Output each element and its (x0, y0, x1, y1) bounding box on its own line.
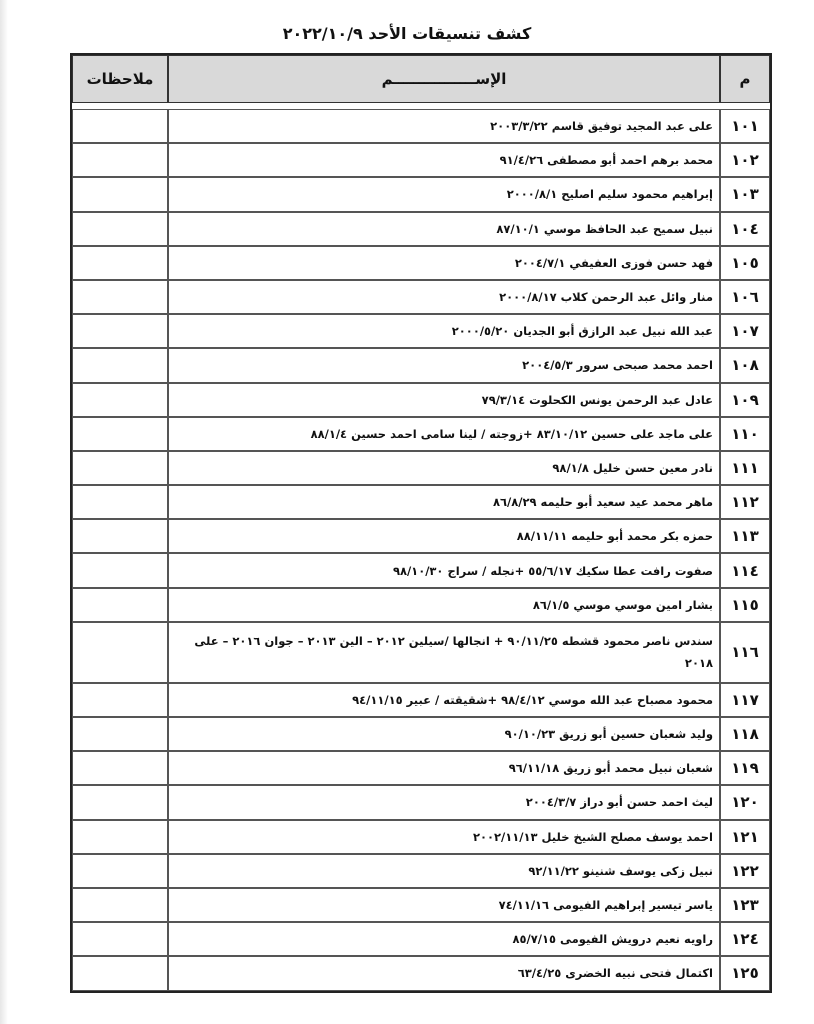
row-notes (72, 485, 168, 519)
row-notes (72, 751, 168, 785)
row-notes (72, 519, 168, 553)
row-number: ١٢٢ (720, 854, 770, 888)
table-row (72, 622, 770, 683)
row-notes (72, 956, 168, 990)
row-number: ١١٧ (720, 683, 770, 717)
header-number: م (720, 55, 770, 103)
table-row (72, 109, 770, 143)
row-notes (72, 888, 168, 922)
row-number: ١٠٢ (720, 143, 770, 177)
row-name: احمد محمد صبحى سرور ٢٠٠٤/٥/٣ (168, 348, 720, 382)
row-notes (72, 109, 168, 143)
table-row (72, 383, 770, 417)
row-notes (72, 280, 168, 314)
table-row (72, 785, 770, 819)
row-notes (72, 553, 168, 587)
row-number: ١١٠ (720, 417, 770, 451)
row-name: احمد يوسف مصلح الشيخ خليل ٢٠٠٢/١١/١٣ (168, 820, 720, 854)
row-name: نادر معين حسن خليل ٩٨/١/٨ (168, 451, 720, 485)
row-notes (72, 451, 168, 485)
table-header-row (72, 55, 770, 103)
page-edge-shadow (0, 0, 8, 1024)
row-number: ١٠٨ (720, 348, 770, 382)
row-name: عادل عبد الرحمن يونس الكحلوت ٧٩/٣/١٤ (168, 383, 720, 417)
roster-table-frame (70, 53, 772, 993)
table-row (72, 717, 770, 751)
row-notes (72, 143, 168, 177)
row-notes (72, 854, 168, 888)
row-name: ليث احمد حسن أبو دراز ٢٠٠٤/٣/٧ (168, 785, 720, 819)
row-number: ١١٣ (720, 519, 770, 553)
table-row (72, 553, 770, 587)
table-row (72, 683, 770, 717)
row-number: ١١٩ (720, 751, 770, 785)
row-number: ١٢٣ (720, 888, 770, 922)
table-row (72, 314, 770, 348)
row-number: ١١١ (720, 451, 770, 485)
row-notes (72, 683, 168, 717)
row-name: سندس ناصر محمود قشطه ٩٠/١١/٢٥ + انجالها /سيلين ٢٠١٢ – الين ٢٠١٣ – جوان ٢٠١٦ – على ٢٠١٨ (168, 622, 720, 683)
row-name: ماهر محمد عيد سعيد أبو حليمه ٨٦/٨/٢٩ (168, 485, 720, 519)
table-row (72, 519, 770, 553)
row-notes (72, 717, 168, 751)
table-row (72, 143, 770, 177)
row-notes (72, 314, 168, 348)
row-notes (72, 348, 168, 382)
row-number: ١٠٤ (720, 212, 770, 246)
row-name: ياسر تيسير إبراهيم الفيومى ٧٤/١١/١٦ (168, 888, 720, 922)
table-row (72, 854, 770, 888)
row-number: ١١٨ (720, 717, 770, 751)
row-name: راويه نعيم درويش الفيومى ٨٥/٧/١٥ (168, 922, 720, 956)
table-row (72, 956, 770, 990)
row-notes (72, 246, 168, 280)
row-number: ١٢٤ (720, 922, 770, 956)
row-name: على عبد المجيد توفيق قاسم ٢٠٠٣/٣/٢٢ (168, 109, 720, 143)
row-name: محمود مصباح عبد الله موسي ٩٨/٤/١٢ +شقيقته / عبير ٩٤/١١/١٥ (168, 683, 720, 717)
table-row (72, 451, 770, 485)
row-number: ١١٤ (720, 553, 770, 587)
document-title: كشف تنسيقات الأحد ٢٠٢٢/١٠/٩ (282, 24, 532, 43)
table-row (72, 246, 770, 280)
row-number: ١٢٥ (720, 956, 770, 990)
row-number: ١١٦ (720, 622, 770, 683)
row-notes (72, 820, 168, 854)
row-notes (72, 922, 168, 956)
row-name: عبد الله نبيل عبد الرازق أبو الجديان ٢٠٠٠/٥/٢٠ (168, 314, 720, 348)
roster-table (72, 55, 770, 991)
row-name: شعبان نبيل محمد أبو زريق ٩٦/١١/١٨ (168, 751, 720, 785)
table-row (72, 588, 770, 622)
row-notes (72, 417, 168, 451)
row-notes (72, 177, 168, 211)
row-number: ١١٢ (720, 485, 770, 519)
table-row (72, 212, 770, 246)
row-number: ١١٥ (720, 588, 770, 622)
table-row (72, 820, 770, 854)
row-number: ١٠٧ (720, 314, 770, 348)
row-number: ١٠٩ (720, 383, 770, 417)
table-row (72, 485, 770, 519)
table-row (72, 922, 770, 956)
row-notes (72, 383, 168, 417)
row-name: بشار امين موسي موسي ٨٦/١/٥ (168, 588, 720, 622)
header-name: الإســــــــــــــــم (168, 55, 720, 103)
row-number: ١٠٥ (720, 246, 770, 280)
row-number: ١٠١ (720, 109, 770, 143)
row-name: صفوت رافت عطا سكيك ٥٥/٦/١٧ +نجله / سراج ٩٨/١٠/٣٠ (168, 553, 720, 587)
row-name: فهد حسن فوزى العفيفي ٢٠٠٤/٧/١ (168, 246, 720, 280)
table-row (72, 417, 770, 451)
row-notes (72, 212, 168, 246)
header-notes: ملاحظات (72, 55, 168, 103)
row-notes (72, 588, 168, 622)
table-row (72, 751, 770, 785)
row-name: منار وائل عبد الرحمن كلاب ٢٠٠٠/٨/١٧ (168, 280, 720, 314)
table-row (72, 348, 770, 382)
row-number: ١٠٣ (720, 177, 770, 211)
row-notes (72, 785, 168, 819)
row-name: إبراهيم محمود سليم اصليح ٢٠٠٠/٨/١ (168, 177, 720, 211)
row-name: محمد برهم احمد أبو مصطفى ٩١/٤/٢٦ (168, 143, 720, 177)
row-name: وليد شعبان حسين أبو زريق ٩٠/١٠/٢٣ (168, 717, 720, 751)
row-number: ١٢١ (720, 820, 770, 854)
table-row (72, 888, 770, 922)
table-row (72, 280, 770, 314)
row-name: على ماجد على حسين ٨٣/١٠/١٢ +زوجته / لينا سامى احمد حسين ٨٨/١/٤ (168, 417, 720, 451)
row-name: اكتمال فتحى نبيه الخضرى ٦٣/٤/٢٥ (168, 956, 720, 990)
row-number: ١٢٠ (720, 785, 770, 819)
row-number: ١٠٦ (720, 280, 770, 314)
row-name: حمزه بكر محمد أبو حليمه ٨٨/١١/١١ (168, 519, 720, 553)
row-notes (72, 622, 168, 683)
row-name: نبيل سميح عبد الحافظ موسي ٨٧/١٠/١ (168, 212, 720, 246)
row-name: نبيل زكى يوسف شنينو ٩٢/١١/٢٢ (168, 854, 720, 888)
table-row (72, 177, 770, 211)
